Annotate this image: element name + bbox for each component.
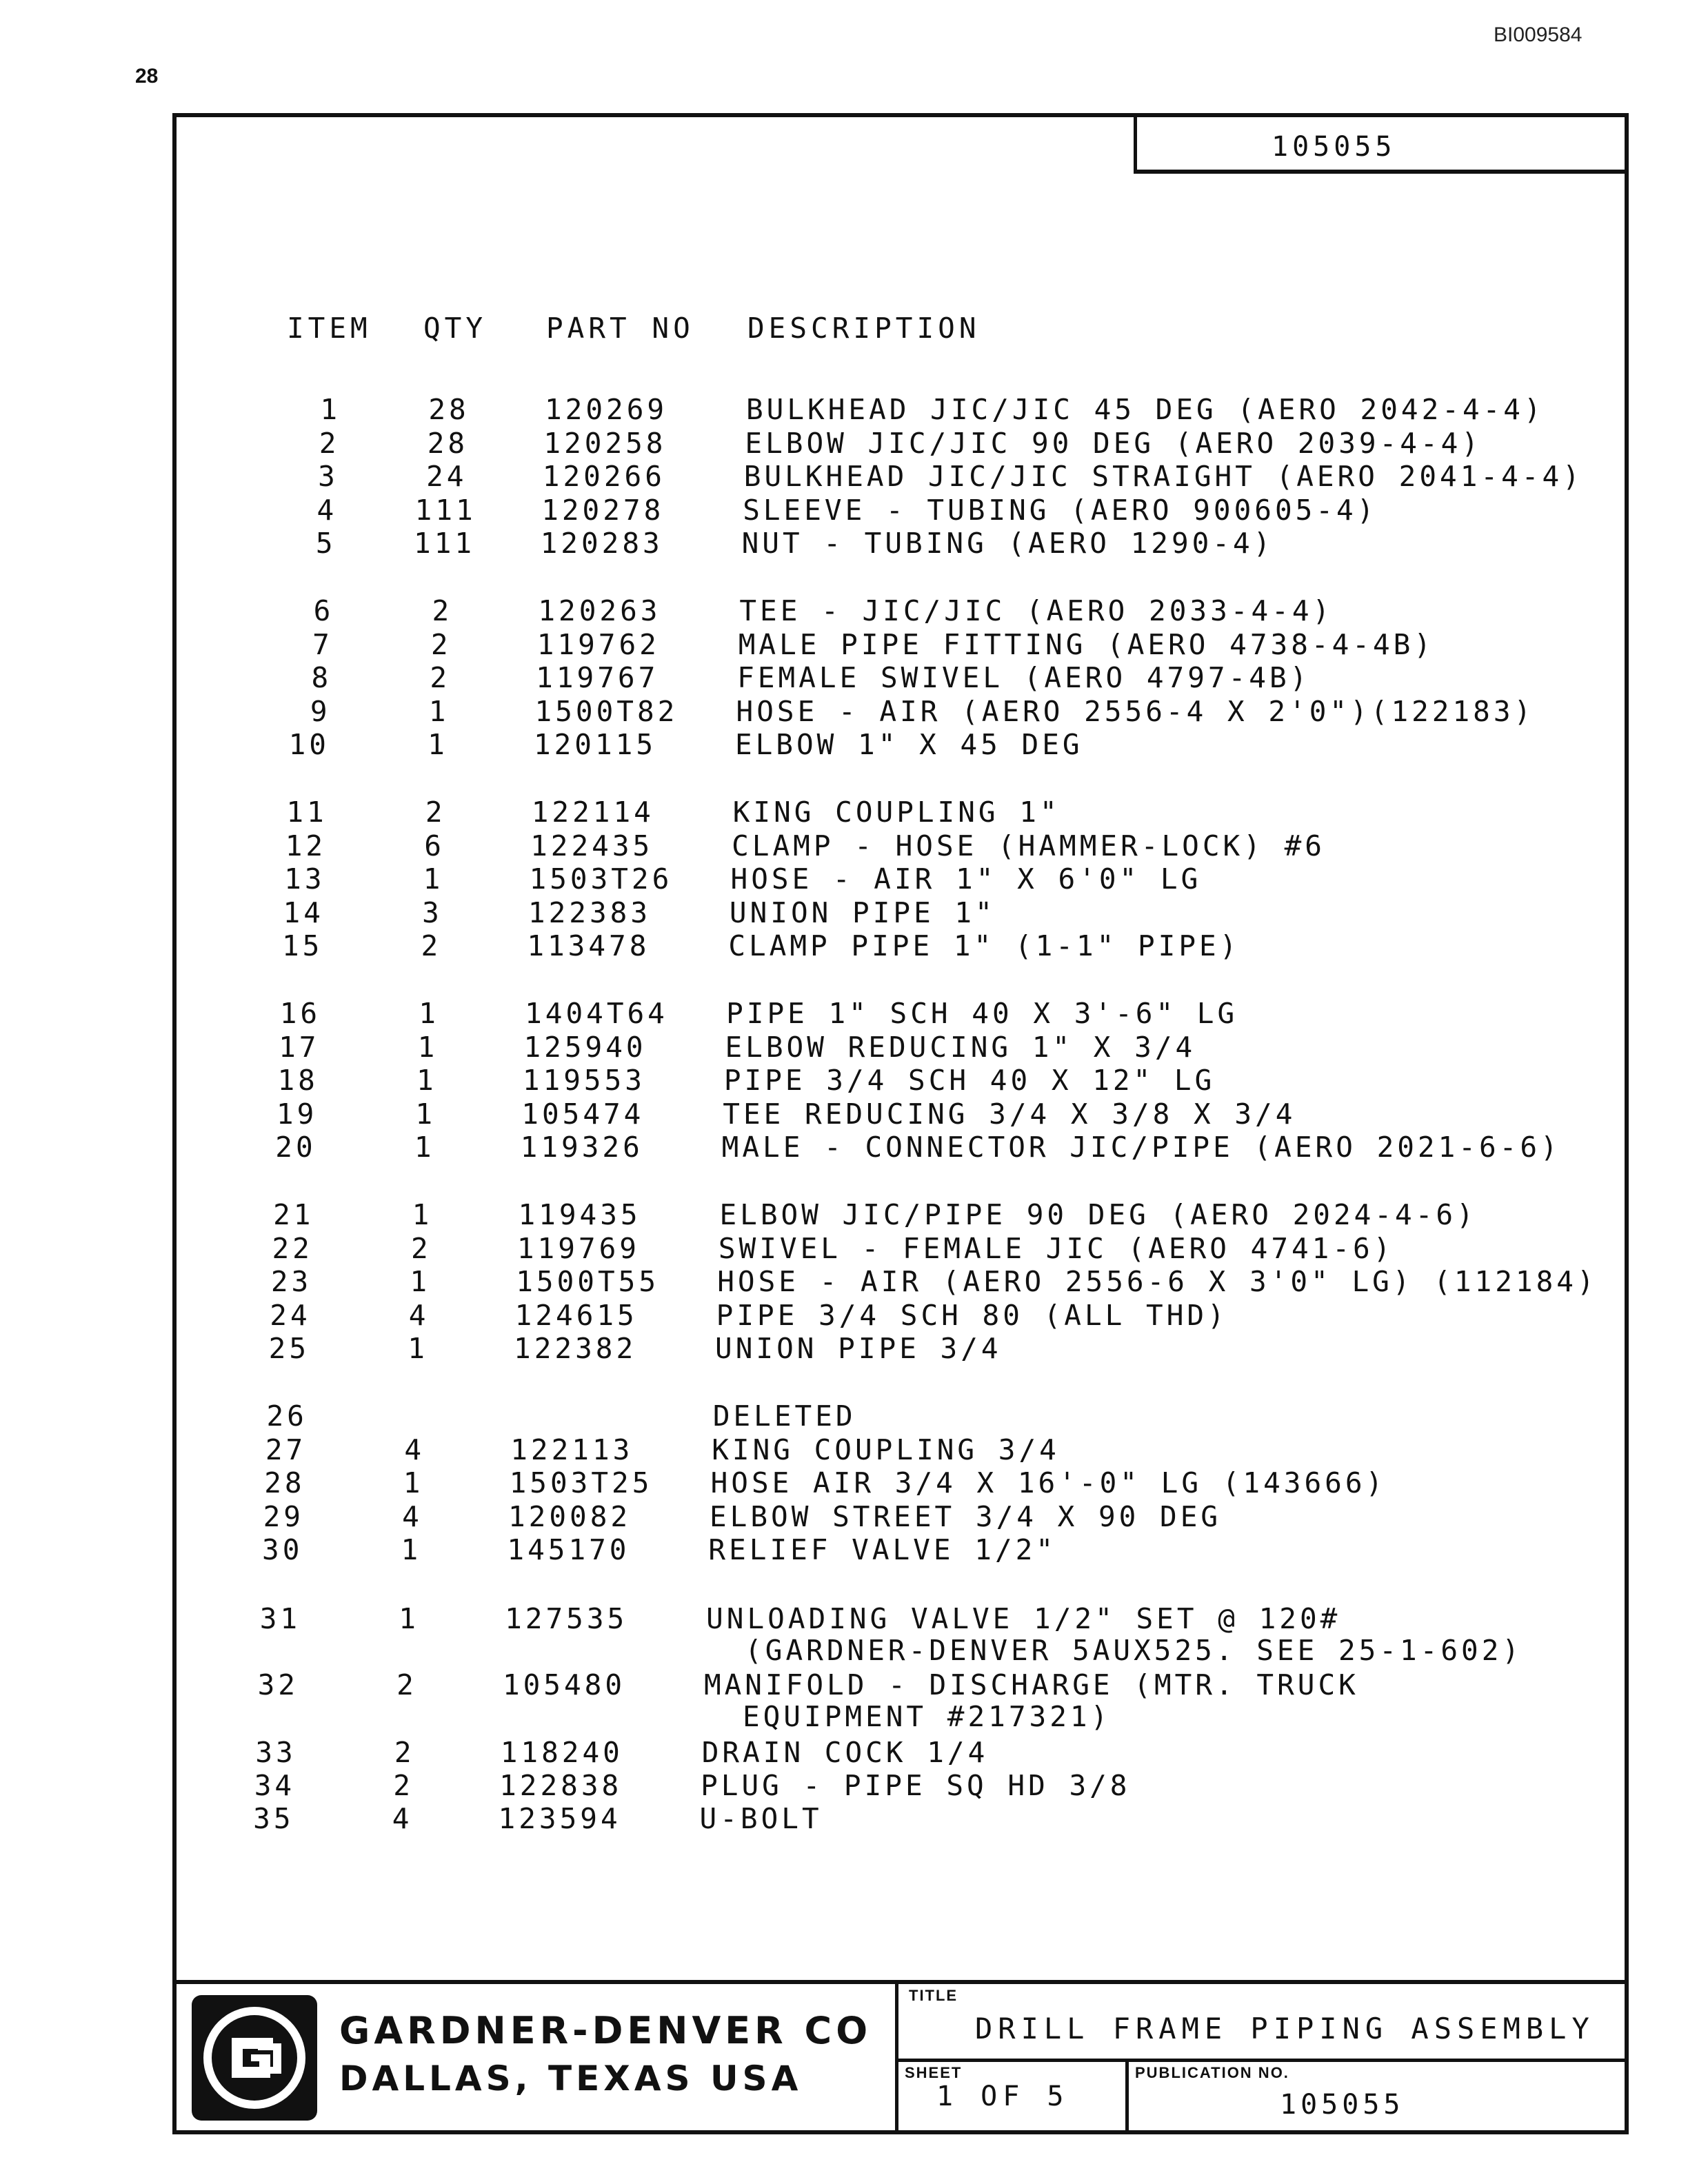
quantity: 2 xyxy=(425,796,446,829)
quantity: 2 xyxy=(430,627,452,661)
item-number: 14 xyxy=(283,896,324,929)
description: SWIVEL - FEMALE JIC (AERO 4741-6) xyxy=(718,1231,1394,1265)
item-number: 16 xyxy=(279,997,321,1030)
quantity: 6 xyxy=(424,829,445,862)
description: FEMALE SWIVEL (AERO 4797-4B) xyxy=(737,661,1311,695)
item-number: 1 xyxy=(320,393,341,426)
item-number: 6 xyxy=(313,594,334,627)
item-number: 2 xyxy=(319,426,340,460)
quantity: 1 xyxy=(403,1466,424,1500)
quantity: 3 xyxy=(422,896,443,929)
item-number: 5 xyxy=(315,527,336,560)
part-number: 1503T26 xyxy=(529,862,673,896)
item-number: 20 xyxy=(275,1131,316,1164)
part-number: 1503T25 xyxy=(509,1466,653,1500)
quantity: 1 xyxy=(415,1097,436,1131)
item-number: 25 xyxy=(268,1332,310,1366)
item-number: 31 xyxy=(259,1602,301,1635)
quantity: 4 xyxy=(408,1298,430,1332)
description: HOSE AIR 3/4 X 16'-0" LG (143666) xyxy=(710,1466,1387,1500)
quantity: 24 xyxy=(426,460,468,494)
quantity: 2 xyxy=(396,1668,417,1701)
item-number: 23 xyxy=(270,1265,312,1299)
quantity: 2 xyxy=(432,594,453,627)
part-number: 120283 xyxy=(540,527,663,560)
part-number: 119435 xyxy=(518,1198,641,1231)
description: ELBOW REDUCING 1" X 3/4 xyxy=(725,1030,1196,1064)
item-number: 9 xyxy=(310,694,331,728)
item-number: 32 xyxy=(257,1668,299,1701)
header-item: ITEM xyxy=(287,312,372,345)
item-number: 7 xyxy=(312,627,333,661)
part-number: 1500T82 xyxy=(534,694,679,728)
description: NUT - TUBING (AERO 1290-4) xyxy=(741,527,1274,560)
part-number: 119326 xyxy=(520,1131,643,1164)
description: HOSE - AIR (AERO 2556-4 X 2'0")(122183) xyxy=(736,694,1535,728)
part-number: 119767 xyxy=(536,661,659,695)
description-continued: (GARDNER-DENVER 5AUX525. SEE 25-1-602) xyxy=(745,1634,1523,1667)
quantity: 4 xyxy=(402,1499,423,1533)
quantity: 1 xyxy=(417,1030,439,1064)
part-number: 122382 xyxy=(514,1332,637,1366)
part-number: 125940 xyxy=(523,1030,647,1064)
part-number: 127535 xyxy=(505,1602,628,1635)
part-number: 120269 xyxy=(545,393,668,426)
item-number: 26 xyxy=(266,1399,308,1433)
part-number: 120258 xyxy=(543,426,667,460)
item-number: 33 xyxy=(255,1736,297,1769)
description: PIPE 1" SCH 40 X 3'-6" LG xyxy=(726,997,1238,1030)
description: DELETED xyxy=(712,1399,856,1433)
title-block-divider xyxy=(895,2059,1629,2062)
item-number: 27 xyxy=(265,1433,307,1466)
part-number: 105480 xyxy=(502,1668,626,1701)
description: RELIEF VALVE 1/2" xyxy=(708,1533,1057,1567)
description: MANIFOLD - DISCHARGE (MTR. TRUCK xyxy=(703,1668,1359,1701)
description: CLAMP - HOSE (HAMMER-LOCK) #6 xyxy=(732,829,1325,862)
item-number: 28 xyxy=(264,1466,305,1500)
description: BULKHEAD JIC/JIC STRAIGHT (AERO 2041-4-4) xyxy=(743,460,1583,494)
description: ELBOW STREET 3/4 X 90 DEG xyxy=(710,1499,1222,1533)
part-number: 122435 xyxy=(530,829,654,862)
item-number: 35 xyxy=(253,1802,294,1835)
quantity: 2 xyxy=(421,929,442,963)
description-continued: EQUIPMENT #217321) xyxy=(742,1700,1112,1733)
title-block-divider xyxy=(895,1981,898,2134)
quantity: 1 xyxy=(423,862,444,896)
quantity: 1 xyxy=(414,1131,435,1164)
header-description: DESCRIPTION xyxy=(747,312,981,345)
part-number: 145170 xyxy=(507,1533,630,1567)
publication-number: 105055 xyxy=(1280,2089,1405,2121)
quantity: 111 xyxy=(414,493,476,527)
description: MALE PIPE FITTING (AERO 4738-4-4B) xyxy=(738,627,1435,661)
quantity: 2 xyxy=(430,661,450,695)
item-number: 18 xyxy=(277,1064,319,1098)
part-number: 120266 xyxy=(542,460,665,494)
quantity: 4 xyxy=(392,1802,413,1835)
description: TEE REDUCING 3/4 X 3/8 X 3/4 xyxy=(723,1097,1296,1131)
quantity: 4 xyxy=(404,1433,425,1466)
part-number: 123594 xyxy=(498,1802,621,1835)
part-number: 1404T64 xyxy=(525,997,668,1030)
publication-number-top: 105055 xyxy=(1272,131,1396,163)
item-number: 11 xyxy=(286,796,328,829)
part-number: 105474 xyxy=(521,1097,645,1131)
description: ELBOW 1" X 45 DEG xyxy=(734,728,1083,762)
item-number: 22 xyxy=(272,1231,313,1265)
item-number: 13 xyxy=(284,862,325,896)
description: UNION PIPE 1" xyxy=(729,896,996,929)
description: PIPE 3/4 SCH 80 (ALL THD) xyxy=(716,1298,1228,1332)
part-number: 120115 xyxy=(533,728,657,762)
quantity: 28 xyxy=(428,393,470,426)
document-id: BI009584 xyxy=(1494,23,1582,46)
drawing-title: DRILL FRAME PIPING ASSEMBLY xyxy=(975,2012,1595,2045)
item-number: 10 xyxy=(288,728,330,762)
part-number: 122114 xyxy=(531,796,654,829)
description: TEE - JIC/JIC (AERO 2033-4-4) xyxy=(739,594,1334,627)
company-name: GARDNER-DENVER CO xyxy=(339,2009,872,2052)
description: CLAMP PIPE 1" (1-1" PIPE) xyxy=(728,929,1240,963)
description: UNION PIPE 3/4 xyxy=(715,1332,1002,1366)
part-number: 120278 xyxy=(541,493,665,527)
item-number: 8 xyxy=(311,661,332,695)
item-number: 34 xyxy=(254,1769,296,1802)
description: KING COUPLING 3/4 xyxy=(712,1433,1060,1466)
quantity: 1 xyxy=(401,1533,422,1567)
quantity: 1 xyxy=(410,1265,431,1299)
header-qty: QTY xyxy=(423,312,488,345)
description: ELBOW JIC/PIPE 90 DEG (AERO 2024-4-6) xyxy=(719,1198,1477,1231)
title-label: TITLE xyxy=(909,1987,958,2004)
quantity: 1 xyxy=(399,1602,419,1635)
description: PIPE 3/4 SCH 40 X 12" LG xyxy=(723,1064,1216,1098)
part-number: 119769 xyxy=(516,1231,640,1265)
part-number: 119553 xyxy=(522,1064,645,1098)
quantity: 1 xyxy=(428,728,448,762)
description: HOSE - AIR 1" X 6'0" LG xyxy=(730,862,1202,896)
quantity: 2 xyxy=(411,1231,432,1265)
sheet-number: 1 OF 5 xyxy=(936,2081,1069,2112)
description: SLEEVE - TUBING (AERO 900605-4) xyxy=(743,493,1378,527)
part-number: 120082 xyxy=(508,1499,632,1533)
description: ELBOW JIC/JIC 90 DEG (AERO 2039-4-4) xyxy=(745,426,1483,460)
title-block-divider xyxy=(1125,2060,1129,2134)
sheet-label: SHEET xyxy=(905,2064,963,2081)
part-number: 119762 xyxy=(536,627,660,661)
description: MALE - CONNECTOR JIC/PIPE (AERO 2021-6-6) xyxy=(721,1131,1561,1164)
part-number: 118240 xyxy=(500,1736,623,1769)
part-number: 122383 xyxy=(528,896,652,929)
part-number: 113478 xyxy=(527,929,650,963)
item-number: 19 xyxy=(276,1097,318,1131)
item-number: 21 xyxy=(273,1198,314,1231)
description: HOSE - AIR (AERO 2556-6 X 3'0" LG) (112184) xyxy=(717,1265,1598,1299)
quantity: 111 xyxy=(414,527,476,560)
part-number: 124615 xyxy=(514,1298,638,1332)
item-number: 29 xyxy=(263,1499,304,1533)
header-part-no: PART NO xyxy=(546,312,694,345)
description: DRAIN COCK 1/4 xyxy=(701,1736,989,1769)
quantity: 28 xyxy=(427,426,469,460)
corner-mark: 28 xyxy=(135,65,159,88)
item-number: 15 xyxy=(281,929,323,963)
item-number: 24 xyxy=(270,1298,311,1332)
description: KING COUPLING 1" xyxy=(732,796,1061,829)
description: BULKHEAD JIC/JIC 45 DEG (AERO 2042-4-4) xyxy=(746,393,1545,426)
part-number: 122838 xyxy=(499,1769,623,1802)
quantity: 1 xyxy=(416,1064,437,1098)
part-number: 1500T55 xyxy=(516,1265,660,1299)
quantity: 2 xyxy=(393,1769,414,1802)
quantity: 2 xyxy=(394,1736,415,1769)
quantity: 1 xyxy=(412,1198,433,1231)
item-number: 17 xyxy=(279,1030,320,1064)
item-number: 30 xyxy=(262,1533,303,1567)
description: PLUG - PIPE SQ HD 3/8 xyxy=(701,1769,1131,1802)
quantity: 1 xyxy=(428,694,450,728)
description: U-BOLT xyxy=(699,1802,823,1835)
title-block-divider xyxy=(172,1980,1629,1984)
gardner-denver-logo xyxy=(192,1995,317,2121)
quantity: 1 xyxy=(408,1332,428,1366)
part-number: 120263 xyxy=(538,594,661,627)
quantity: 1 xyxy=(419,997,439,1030)
item-number: 3 xyxy=(318,460,339,494)
item-number: 4 xyxy=(316,493,338,527)
item-number: 12 xyxy=(285,829,327,862)
company-location: DALLAS, TEXAS USA xyxy=(339,2059,803,2099)
description: UNLOADING VALVE 1/2" SET @ 120# xyxy=(706,1602,1341,1635)
part-number: 122113 xyxy=(510,1433,634,1466)
publication-label: PUBLICATION NO. xyxy=(1135,2064,1289,2081)
